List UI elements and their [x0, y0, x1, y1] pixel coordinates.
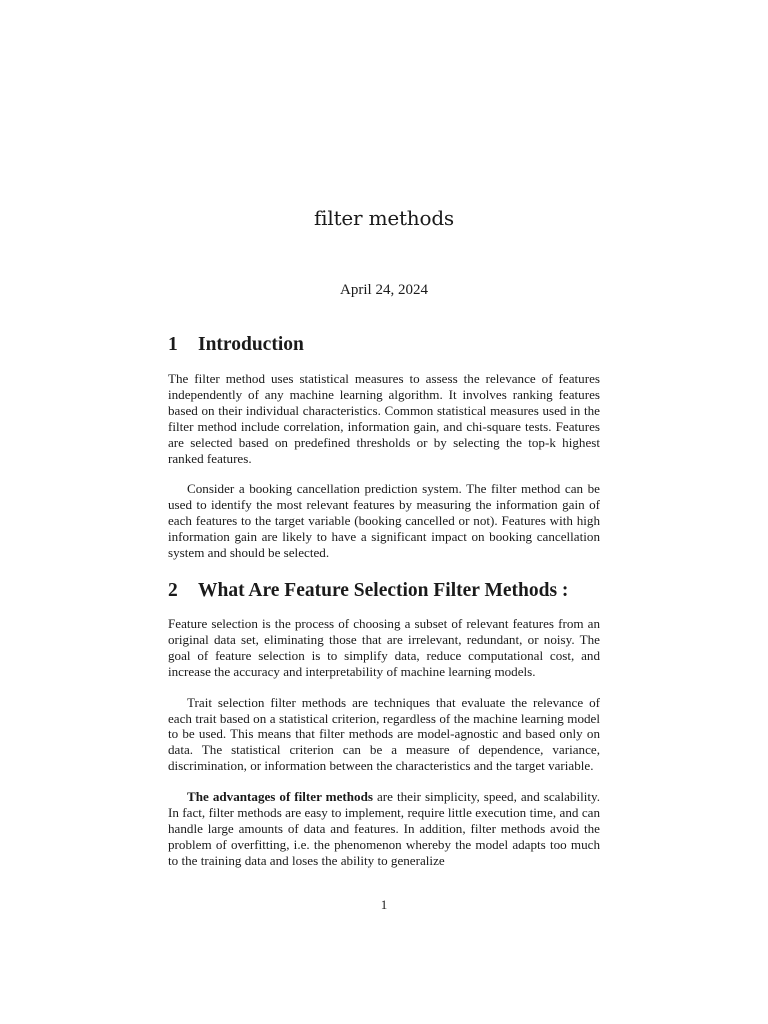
section-title: Introduction: [198, 334, 304, 355]
section-title: What Are Feature Selection Filter Methods :: [198, 579, 569, 601]
bold-lead-in: The advantages of filter methods: [187, 789, 373, 805]
paragraph: Feature selection is the process of choosing a subset of relevant features from an original data set, eliminating those that are irrelevant, redundant, or noisy. The goal of feature selection is to simplify data, reduce computational cost, and increase the accuracy and interpretability of machine learning models.: [168, 615, 600, 679]
page-number: 1: [380, 897, 388, 912]
document-body: [168, 333, 600, 869]
paragraph: The filter method uses statistical measures to assess the relevance of features independently of any machine learning algorithm. It involves ranking features based on their individual characteristics. Common statistical measures used in the filter method include correlation, information gain, and chi-square tests. Features are selected based on predefined thresholds or by selecting the top-k highest ranked features.: [168, 371, 600, 466]
section-heading-filter-methods: [168, 579, 600, 603]
section-heading-introduction: [168, 333, 600, 357]
section-number: 2: [168, 579, 178, 601]
document-date: April 24, 2024: [340, 282, 428, 298]
document-title: filter methods: [313, 206, 454, 230]
paragraph: Trait selection filter methods are techniques that evaluate the relevance of each trait based on a statistical criterion, regardless of the machine learning model to be used. This means that filter methods are model-agnostic and based only on data. The statistical criterion can be a measure of dependence, variance, discrimination, or information between the characteristics and the target variable.: [168, 694, 600, 774]
paragraph-advantages: [168, 789, 600, 869]
paragraph-text: are their simplicity, speed, and scalability. In fact, filter methods are easy to implement, require little execution time, and can handle large amounts of data and features. In addition, filter methods avoid the problem of overfitting, i.e. the phenomenon whereby the model adapts too much to the training data and loses the ability to generalize: [168, 789, 600, 868]
section-number: 1: [168, 334, 178, 355]
paragraph: Consider a booking cancellation prediction system. The filter method can be used to identify the most relevant features by measuring the information gain of each features to the target variable (booking cancelled or not). Features with high information gain are likely to have a significant impact on booking cancellation system and should be selected.: [168, 481, 600, 561]
